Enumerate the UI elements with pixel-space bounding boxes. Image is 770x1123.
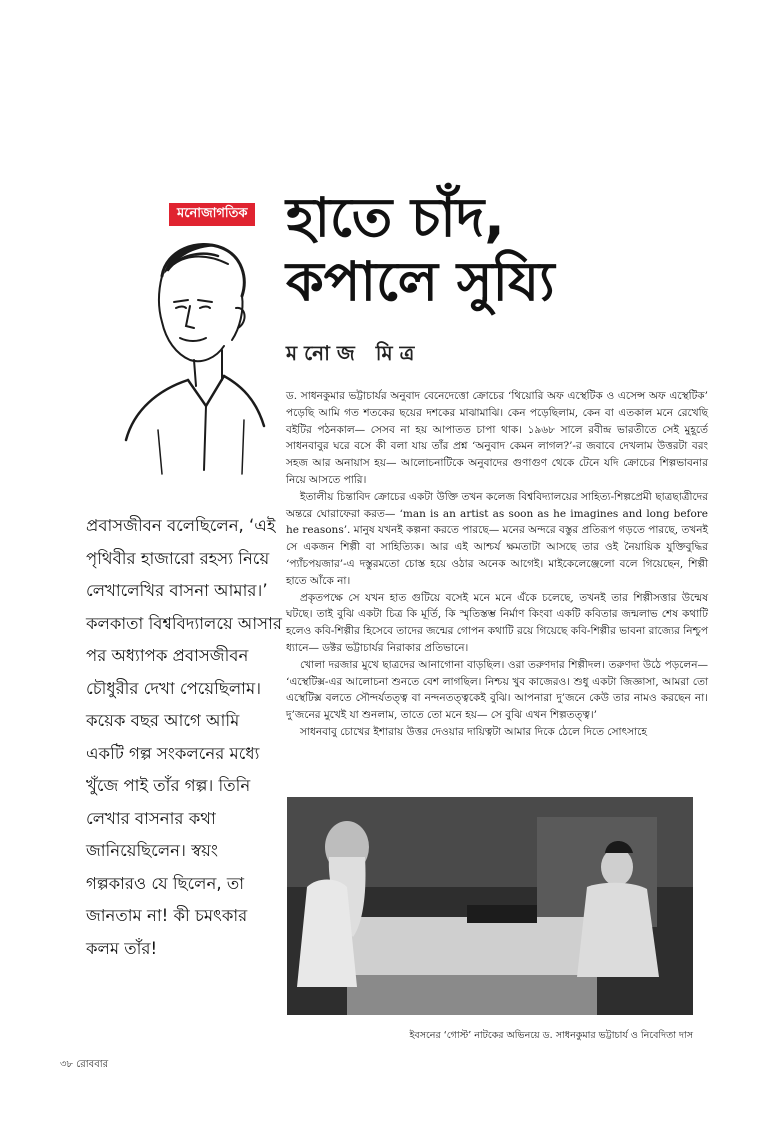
article-title (286, 186, 746, 314)
author-portrait-sketch (118, 230, 268, 480)
title-line-1: হাতে চাঁদ, (286, 186, 505, 249)
body-paragraph: ড. সাধনকুমার ভট্টাচার্যর অনুবাদ বেনেদেত্তো ক্রোচের ‘থিয়োরি অফ এস্থেটিক ও এসেন্স অফ এস্থেটিক’ পড়েছি আমি গত শতকের ছয়ের দশকের মাঝামাঝি। কেন পড়েছিলাম, কেন বা এতকাল মনে রেখেছি বইটির পঠনকাল— সেসব না হয় আপাতত চাপা থাক। ১৯৬৮ সালে রবীন্দ্র ভারতীতে সেই মুহূর্তে সাধনবাবুর ঘরে বসে কী বলা যায় তাঁর প্রশ্ন ‘অনুবাদ কেমন লাগল?’-র জবাবে দেখলাম উত্তরটা বরং সহজ আর অনায়াস হয়— আলোচনাটিকে অনুবাদের গুণাগুণ থেকে টেনে যদি ক্রোচের শিল্পভাবনার নিয়ে আসতে পারি। (286, 390, 708, 486)
page-folio: ৩৮ রোববার (60, 1059, 109, 1070)
title-line-2: কপালে সুয্যি (286, 250, 555, 313)
author-byline: মনোজ মিত্র (286, 341, 422, 365)
body-paragraph: খোলা দরজার মুখে ছাত্রদের আনাগোনা বাড়ছিল। ওরা তরুণদার শিল্পীদল। তরুণদা উঠে পড়লেন— ‘এস্থেটিক্স-এর আলোচনা শুনতে বেশ লাগছিল। নিশ্চয় খুব কাজেরও। শুধু একটা জিজ্ঞাসা, আমরা তো এস্থেটিক্স বলতে সৌন্দর্যতত্ত্ব বা নন্দনতত্ত্বকেই বুঝি। আপনারা দু’জনে কেউ তার নামও করছেন না। দু’জনের মুখেই যা শুনলাম, তাতে তো মনে হয়— সে বুঝি এখন শিল্পতত্ত্ব।’ (286, 658, 708, 722)
photo-caption: ইবসনের ‘গোস্ট’ নাটকের অভিনয়ে ড. সাধনকুমার ভট্টাচার্য ও নিবেদিতা দাস (409, 1030, 693, 1041)
body-paragraph: ইতালীয় চিন্তাবিদ ক্রোচের একটা উক্তি তখন কলেজ বিশ্ববিদ্যালয়ের সাহিত্য-শিল্পপ্রেমী ছাত্রছাত্রীদের অন্তরে ঘোরাফেরা করত— ‘man is an artist as soon as he imagines and long before he reasons’. মানুষ যখনই কল্পনা করতে পারছে— মনের অন্দরে বস্তুর প্রতিরূপ গড়তে পারছে, তখনই সে একজন শিল্পী বা সাহিত্যিক। আর এই আশ্চর্য ক্ষমতাটা আসছে তার ওই নৈয়ায়িক যুক্তিবুদ্ধির ‘প্যাঁচপয়জার’-এ দস্তুরমতো চোস্ত হয়ে ওঠার অনেক আগেই। মাইকেলেঞ্জেলো বলে গিয়েছেন, শিল্পী হাতে আঁকে না। (286, 490, 708, 587)
article-body (286, 388, 708, 741)
body-paragraph: সাধনবাবু চোখের ইশারায় উত্তর দেওয়ার দায়িত্বটা আমার দিকে ঠেলে দিতে সোৎসাহে (300, 725, 647, 738)
body-paragraph: প্রকৃতপক্ষে সে যখন হাত গুটিয়ে বসেই মনে মনে এঁকে চলেছে, তখনই তার শিল্পীসত্তার উন্মেষ ঘটছে। তাই বুঝি একটা চিত্র কি মূর্তি, কি স্মৃতিস্তম্ভ নির্মাণ কিংবা একটি কবিতার জন্মলাভ শেষ কথাটি হলেও কবি-শিল্পীর হিসেবে তাদের জন্মের গোপন কথাটি রয়ে গিয়েছে কবি-শিল্পীর ভাবনা রাজ্যের নিশ্চুপ ধ্যানে— ডক্টর ভট্টাচার্যর নিরাকার প্রতিভানে। (286, 591, 708, 654)
stage-photo (287, 797, 693, 1015)
section-tag: মনোজাগতিক (169, 203, 255, 226)
pull-quote: প্রবাসজীবন বলেছিলেন, ‘এই পৃথিবীর হাজারো রহস্য নিয়ে লেখালেখির বাসনা আমার।’ কলকাতা বিশ্ববিদ্যালয়ে আসার পর অধ্যাপক প্রবাসজীবন চৌধুরীর দেখা পেয়েছিলাম। কয়েক বছর আগে আমি একটি গল্প সংকলনের মধ্যে খুঁজে পাই তাঁর গল্প। তিনি লেখার বাসনার কথা জানিয়েছিলেন। স্বয়ং গল্পকারও যে ছিলেন, তা জানতাম না! কী চমৎকার কলম তাঁর! (86, 516, 282, 958)
